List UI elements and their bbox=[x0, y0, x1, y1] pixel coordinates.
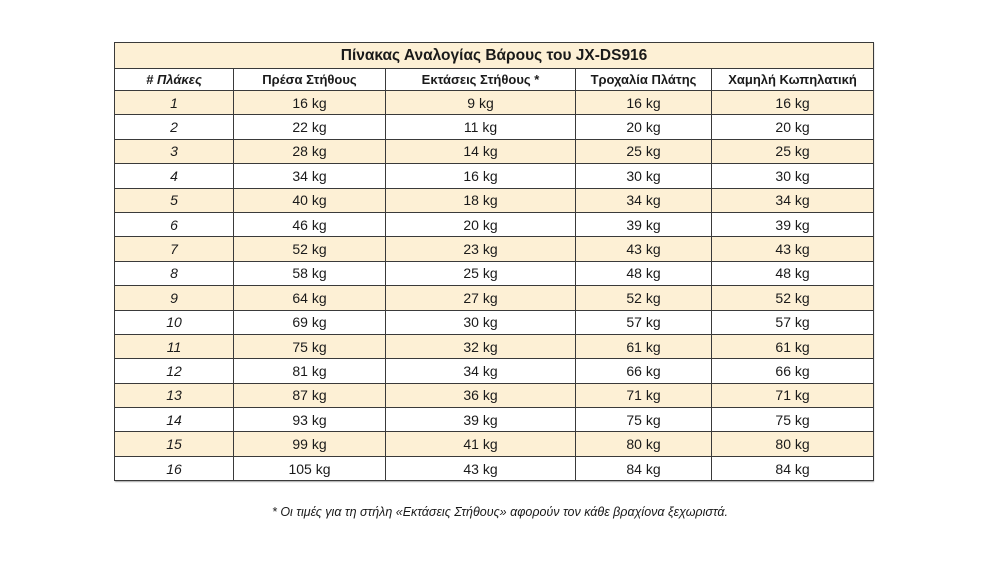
chest-fly-cell: 18 kg bbox=[386, 188, 576, 212]
table-row bbox=[115, 383, 874, 407]
chest-fly-cell: 36 kg bbox=[386, 383, 576, 407]
plates-cell: 6 bbox=[115, 212, 234, 236]
header-chest-press: Πρέσα Στήθους bbox=[234, 69, 386, 91]
lat-pulldown-cell: 71 kg bbox=[576, 383, 712, 407]
plates-cell: 7 bbox=[115, 237, 234, 261]
low-row-cell: 57 kg bbox=[712, 310, 874, 334]
lat-pulldown-cell: 52 kg bbox=[576, 286, 712, 310]
plates-cell: 9 bbox=[115, 286, 234, 310]
low-row-cell: 43 kg bbox=[712, 237, 874, 261]
chest-press-cell: 28 kg bbox=[234, 139, 386, 163]
plates-cell: 16 bbox=[115, 456, 234, 480]
plates-cell: 4 bbox=[115, 164, 234, 188]
low-row-cell: 71 kg bbox=[712, 383, 874, 407]
plates-cell: 2 bbox=[115, 115, 234, 139]
chest-fly-cell: 20 kg bbox=[386, 212, 576, 236]
low-row-cell: 84 kg bbox=[712, 456, 874, 480]
table-row bbox=[115, 261, 874, 285]
chest-fly-cell: 16 kg bbox=[386, 164, 576, 188]
table-row bbox=[115, 456, 874, 480]
table-row bbox=[115, 237, 874, 261]
header-plates: # Πλάκες bbox=[115, 69, 234, 91]
low-row-cell: 34 kg bbox=[712, 188, 874, 212]
chest-press-cell: 40 kg bbox=[234, 188, 386, 212]
table-row bbox=[115, 139, 874, 163]
table-row bbox=[115, 212, 874, 236]
weight-ratio-table-container bbox=[114, 42, 873, 481]
lat-pulldown-cell: 84 kg bbox=[576, 456, 712, 480]
lat-pulldown-cell: 16 kg bbox=[576, 91, 712, 115]
table-row bbox=[115, 164, 874, 188]
lat-pulldown-cell: 57 kg bbox=[576, 310, 712, 334]
chest-press-cell: 34 kg bbox=[234, 164, 386, 188]
plates-cell: 1 bbox=[115, 91, 234, 115]
chest-fly-cell: 23 kg bbox=[386, 237, 576, 261]
low-row-cell: 16 kg bbox=[712, 91, 874, 115]
chest-fly-cell: 32 kg bbox=[386, 334, 576, 358]
table-title-row bbox=[115, 43, 874, 69]
low-row-cell: 25 kg bbox=[712, 139, 874, 163]
chest-fly-cell: 14 kg bbox=[386, 139, 576, 163]
table-row bbox=[115, 359, 874, 383]
chest-press-cell: 105 kg bbox=[234, 456, 386, 480]
lat-pulldown-cell: 43 kg bbox=[576, 237, 712, 261]
chest-press-cell: 87 kg bbox=[234, 383, 386, 407]
chest-press-cell: 22 kg bbox=[234, 115, 386, 139]
table-header-row bbox=[115, 69, 874, 91]
chest-press-cell: 46 kg bbox=[234, 212, 386, 236]
chest-press-cell: 58 kg bbox=[234, 261, 386, 285]
chest-fly-cell: 25 kg bbox=[386, 261, 576, 285]
chest-fly-cell: 34 kg bbox=[386, 359, 576, 383]
table-body bbox=[115, 91, 874, 481]
low-row-cell: 80 kg bbox=[712, 432, 874, 456]
lat-pulldown-cell: 39 kg bbox=[576, 212, 712, 236]
chest-press-cell: 16 kg bbox=[234, 91, 386, 115]
plates-cell: 8 bbox=[115, 261, 234, 285]
plates-cell: 14 bbox=[115, 408, 234, 432]
table-row bbox=[115, 115, 874, 139]
lat-pulldown-cell: 48 kg bbox=[576, 261, 712, 285]
table-row bbox=[115, 408, 874, 432]
table-row bbox=[115, 286, 874, 310]
weight-ratio-table bbox=[114, 42, 874, 481]
plates-cell: 3 bbox=[115, 139, 234, 163]
plates-cell: 13 bbox=[115, 383, 234, 407]
lat-pulldown-cell: 30 kg bbox=[576, 164, 712, 188]
chest-fly-cell: 39 kg bbox=[386, 408, 576, 432]
header-lat-pulldown: Τροχαλία Πλάτης bbox=[576, 69, 712, 91]
lat-pulldown-cell: 34 kg bbox=[576, 188, 712, 212]
low-row-cell: 39 kg bbox=[712, 212, 874, 236]
lat-pulldown-cell: 25 kg bbox=[576, 139, 712, 163]
chest-press-cell: 93 kg bbox=[234, 408, 386, 432]
low-row-cell: 75 kg bbox=[712, 408, 874, 432]
chest-press-cell: 64 kg bbox=[234, 286, 386, 310]
low-row-cell: 52 kg bbox=[712, 286, 874, 310]
table-row bbox=[115, 310, 874, 334]
plates-cell: 10 bbox=[115, 310, 234, 334]
chest-fly-cell: 43 kg bbox=[386, 456, 576, 480]
low-row-cell: 30 kg bbox=[712, 164, 874, 188]
plates-cell: 5 bbox=[115, 188, 234, 212]
low-row-cell: 66 kg bbox=[712, 359, 874, 383]
chest-press-cell: 52 kg bbox=[234, 237, 386, 261]
lat-pulldown-cell: 66 kg bbox=[576, 359, 712, 383]
lat-pulldown-cell: 20 kg bbox=[576, 115, 712, 139]
chest-fly-cell: 11 kg bbox=[386, 115, 576, 139]
table-row bbox=[115, 334, 874, 358]
lat-pulldown-cell: 80 kg bbox=[576, 432, 712, 456]
plates-cell: 11 bbox=[115, 334, 234, 358]
lat-pulldown-cell: 75 kg bbox=[576, 408, 712, 432]
table-row bbox=[115, 188, 874, 212]
plates-cell: 12 bbox=[115, 359, 234, 383]
table-row bbox=[115, 432, 874, 456]
table-title: Πίνακας Αναλογίας Βάρους του JX-DS916 bbox=[115, 43, 874, 69]
table-row bbox=[115, 91, 874, 115]
chest-fly-cell: 30 kg bbox=[386, 310, 576, 334]
footnote: * Οι τιμές για τη στήλη «Εκτάσεις Στήθους» αφορούν τον κάθε βραχίονα ξεχωριστά. bbox=[271, 505, 729, 519]
chest-press-cell: 69 kg bbox=[234, 310, 386, 334]
low-row-cell: 61 kg bbox=[712, 334, 874, 358]
lat-pulldown-cell: 61 kg bbox=[576, 334, 712, 358]
chest-fly-cell: 27 kg bbox=[386, 286, 576, 310]
header-low-row: Χαμηλή Κωπηλατική bbox=[712, 69, 874, 91]
plates-cell: 15 bbox=[115, 432, 234, 456]
chest-press-cell: 99 kg bbox=[234, 432, 386, 456]
chest-fly-cell: 41 kg bbox=[386, 432, 576, 456]
header-chest-fly: Εκτάσεις Στήθους * bbox=[386, 69, 576, 91]
low-row-cell: 48 kg bbox=[712, 261, 874, 285]
chest-press-cell: 81 kg bbox=[234, 359, 386, 383]
chest-press-cell: 75 kg bbox=[234, 334, 386, 358]
chest-fly-cell: 9 kg bbox=[386, 91, 576, 115]
low-row-cell: 20 kg bbox=[712, 115, 874, 139]
